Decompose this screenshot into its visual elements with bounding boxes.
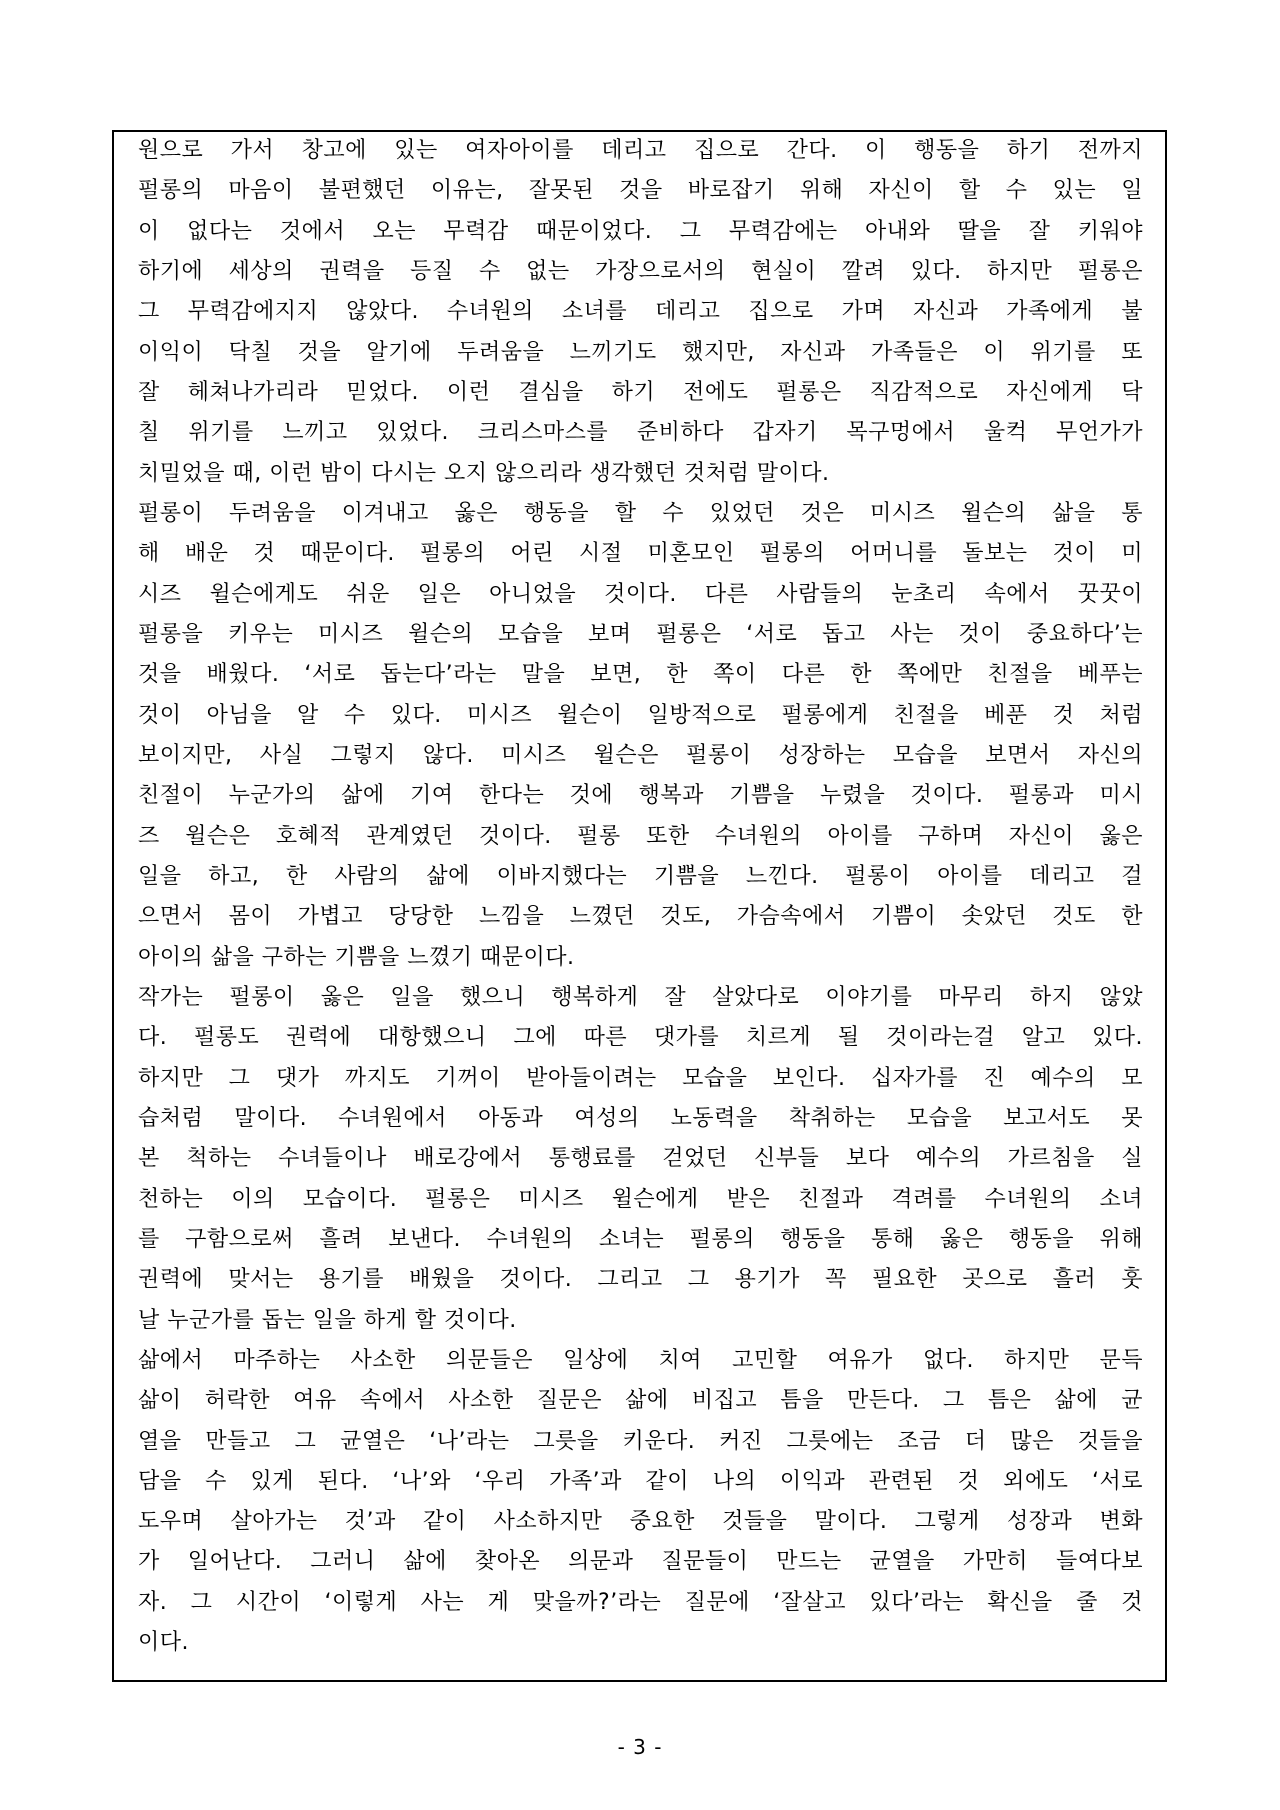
text-line: 으면서 몸이 가볍고 당당한 느낌을 느꼈던 것도, 가슴속에서 기쁨이 솟았던 것도 한 <box>138 904 1143 930</box>
text-line: 것을 배웠다. ‘서로 돕는다’라는 말을 보면, 한 쪽이 다른 한 쪽에만 친절을 베푸는 <box>138 662 1143 688</box>
text-line: 보이지만, 사실 그렇지 않다. 미시즈 윌슨은 펄롱이 성장하는 모습을 보면서 자신의 <box>138 742 1143 768</box>
essay-paragraph <box>138 134 1143 497</box>
essay-paragraph <box>138 981 1143 1344</box>
text-line: 삶에서 마주하는 사소한 의문들은 일상에 치여 고민할 여유가 없다. 하지만 문득 <box>138 1347 1143 1373</box>
text-line: 날 누군가를 돕는 일을 하게 할 것이다. <box>138 1307 517 1333</box>
text-line: 것이 아님을 알 수 있다. 미시즈 윌슨이 일방적으로 펄롱에게 친절을 베푼 것 처럼 <box>138 702 1143 728</box>
text-line: 이다. <box>138 1630 189 1656</box>
text-line: 이익이 닥칠 것을 알기에 두려움을 느끼기도 했지만, 자신과 가족들은 이 위기를 또 <box>138 339 1143 365</box>
text-line: 삶이 허락한 여유 속에서 사소한 질문은 삶에 비집고 틈을 만든다. 그 틈은 삶에 균 <box>138 1388 1143 1414</box>
text-line: 천하는 이의 모습이다. 펄롱은 미시즈 윌슨에게 받은 친절과 격려를 수녀원의 소녀 <box>138 1186 1143 1212</box>
text-line: 시즈 윌슨에게도 쉬운 일은 아니었을 것이다. 다른 사람들의 눈초리 속에서 꿋꿋이 <box>138 581 1143 607</box>
text-line: 그 무력감에지지 않았다. 수녀원의 소녀를 데리고 집으로 가며 자신과 가족에게 불 <box>138 299 1143 325</box>
text-line: 이 없다는 것에서 오는 무력감 때문이었다. 그 무력감에는 아내와 딸을 잘 키워야 <box>138 218 1144 244</box>
text-line: 칠 위기를 느끼고 있었다. 크리스마스를 준비하다 갑자기 목구멍에서 울컥 무언가가 <box>138 420 1143 446</box>
text-line: 하지만 그 댓가 까지도 기꺼이 받아들이려는 모습을 보인다. 십자가를 진 예수의 모 <box>138 1065 1143 1091</box>
text-line: 권력에 맞서는 용기를 배웠을 것이다. 그리고 그 용기가 꼭 필요한 곳으로 흘러 훗 <box>138 1267 1143 1293</box>
text-line: 아이의 삶을 구하는 기쁨을 느꼈기 때문이다. <box>138 944 575 970</box>
essay-paragraph <box>138 1344 1143 1667</box>
text-line: 도우며 살아가는 것’과 같이 사소하지만 중요한 것들을 말이다. 그렇게 성장과 변화 <box>138 1509 1143 1535</box>
text-line: 작가는 펄롱이 옳은 일을 했으니 행복하게 잘 살았다로 이야기를 마무리 하지 않았 <box>138 984 1143 1010</box>
text-line: 자. 그 시간이 ‘이렇게 사는 게 맞을까?’라는 질문에 ‘잘살고 있다’라는 확신을 줄 것 <box>138 1589 1143 1615</box>
essay-paragraph <box>138 497 1143 981</box>
text-line: 담을 수 있게 된다. ‘나’와 ‘우리 가족’과 같이 나의 이익과 관련된 것 외에도 ‘서로 <box>138 1468 1143 1494</box>
text-line: 하기에 세상의 권력을 등질 수 없는 가장으로서의 현실이 깔려 있다. 하지만 펄롱은 <box>138 258 1143 284</box>
text-line: 즈 윌슨은 호혜적 관계였던 것이다. 펄롱 또한 수녀원의 아이를 구하며 자신이 옳은 <box>138 823 1143 849</box>
text-line: 해 배운 것 때문이다. 펄롱의 어린 시절 미혼모인 펄롱의 어머니를 돌보는 것이 미 <box>138 541 1143 567</box>
text-line: 펄롱의 마음이 불편했던 이유는, 잘못된 것을 바로잡기 위해 자신이 할 수 있는 일 <box>138 178 1143 204</box>
text-line: 다. 펄롱도 권력에 대항했으니 그에 따른 댓가를 치르게 될 것이라는걸 알고 있다. <box>138 1025 1143 1051</box>
text-line: 본 척하는 수녀들이나 배로강에서 통행료를 걷었던 신부들 보다 예수의 가르침을 실 <box>138 1146 1143 1172</box>
text-line: 습처럼 말이다. 수녀원에서 아동과 여성의 노동력을 착취하는 모습을 보고서도 못 <box>138 1105 1143 1131</box>
text-line: 열을 만들고 그 균열은 ‘나’라는 그릇을 키운다. 커진 그릇에는 조금 더 많은 것들을 <box>138 1428 1143 1454</box>
text-line: 일을 하고, 한 사람의 삶에 이바지했다는 기쁨을 느낀다. 펄롱이 아이를 데리고 걸 <box>138 863 1143 889</box>
text-line: 친절이 누군가의 삶에 기여 한다는 것에 행복과 기쁨을 누렸을 것이다. 펄롱과 미시 <box>138 783 1143 809</box>
text-line: 가 일어난다. 그러니 삶에 찾아온 의문과 질문들이 만드는 균열을 가만히 들여다보 <box>138 1549 1143 1575</box>
text-line: 치밀었을 때, 이런 밤이 다시는 오지 않으리라 생각했던 것처럼 말이다. <box>138 460 830 486</box>
essay-text-box <box>112 130 1167 1682</box>
text-line: 잘 헤쳐나가리라 믿었다. 이런 결심을 하기 전에도 펄롱은 직감적으로 자신에게 닥 <box>138 379 1143 405</box>
text-line: 펄롱을 키우는 미시즈 윌슨의 모습을 보며 펄롱은 ‘서로 돕고 사는 것이 중요하다’는 <box>138 621 1143 647</box>
text-line: 를 구함으로써 흘려 보낸다. 수녀원의 소녀는 펄롱의 행동을 통해 옳은 행동을 위해 <box>138 1226 1143 1252</box>
page-number: - 3 - <box>617 1735 663 1759</box>
text-line: 펄롱이 두려움을 이겨내고 옳은 행동을 할 수 있었던 것은 미시즈 윌슨의 삶을 통 <box>138 500 1143 526</box>
text-line: 원으로 가서 창고에 있는 여자아이를 데리고 집으로 간다. 이 행동을 하기 전까지 <box>138 138 1144 163</box>
